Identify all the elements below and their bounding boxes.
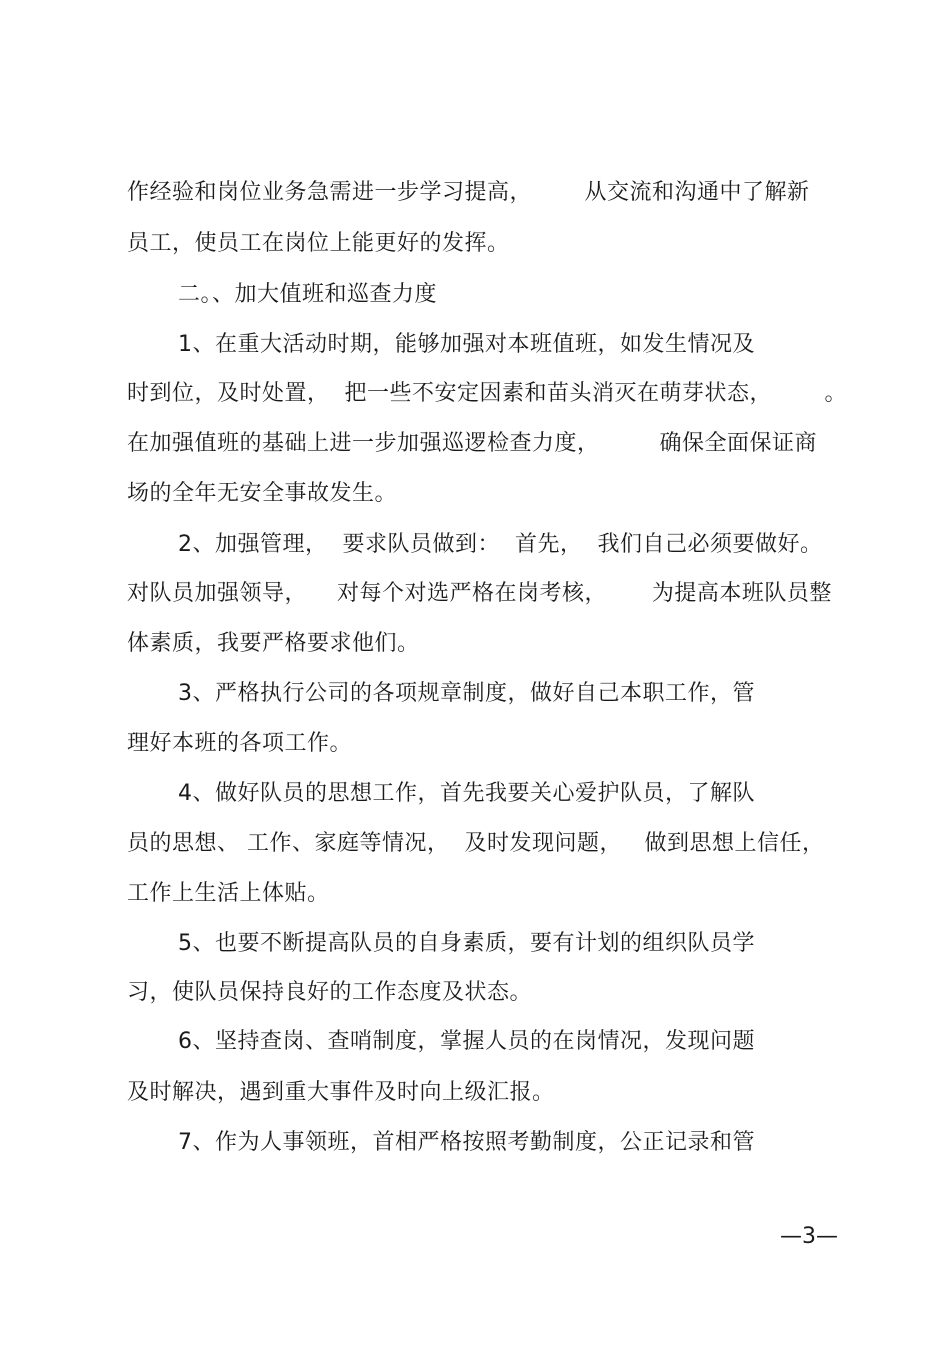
text-line: 理好本班的各项工作。	[127, 731, 353, 756]
text-line: 6、坚持查岗、查哨制度，掌握人员的在岗情况，发现问题	[178, 1029, 755, 1054]
text-line: 7、作为人事领班，首相严格按照考勤制度，公正记录和管	[178, 1130, 755, 1155]
text-line: 在加强值班的基础上进一步加强巡逻检查力度， 确保全面保证商	[127, 431, 817, 456]
text-line: 及时解决，遇到重大事件及时向上级汇报。	[127, 1080, 555, 1105]
text-line: 员的思想、 工作、家庭等情况， 及时发现问题， 做到思想上信任，	[127, 831, 825, 856]
text-line: 体素质，我要严格要求他们。	[127, 631, 420, 656]
text-line: 5、也要不断提高队员的自身素质，要有计划的组织队员学	[178, 931, 755, 956]
text-line: 3、严格执行公司的各项规章制度，做好自己本职工作，管	[178, 681, 755, 706]
text-line: 场的全年无安全事故发生。	[127, 481, 398, 506]
text-line: 2、加强管理， 要求队员做到： 首先， 我们自己必须要做好。	[178, 532, 823, 557]
text-line: 时到位，及时处置， 把一些不安定因素和苗头消灭在萌芽状态， 。	[127, 381, 847, 406]
text-line: 员工，使员工在岗位上能更好的发挥。	[127, 231, 510, 256]
page-number: —3—	[780, 1224, 838, 1249]
text-line: 习，使队员保持良好的工作态度及状态。	[127, 980, 533, 1005]
section-heading: 二。、加大值班和巡查力度	[178, 282, 438, 307]
text-line: 对队员加强领导， 对每个对选严格在岗考核， 为提高本班队员整	[127, 581, 832, 606]
text-line: 1、在重大活动时期，能够加强对本班值班，如发生情况及	[178, 332, 755, 357]
text-line: 工作上生活上体贴。	[127, 881, 330, 906]
text-line: 作经验和岗位业务急需进一步学习提高， 从交流和沟通中了解新	[127, 180, 810, 205]
text-line: 4、做好队员的思想工作，首先我要关心爱护队员，了解队	[178, 781, 755, 806]
